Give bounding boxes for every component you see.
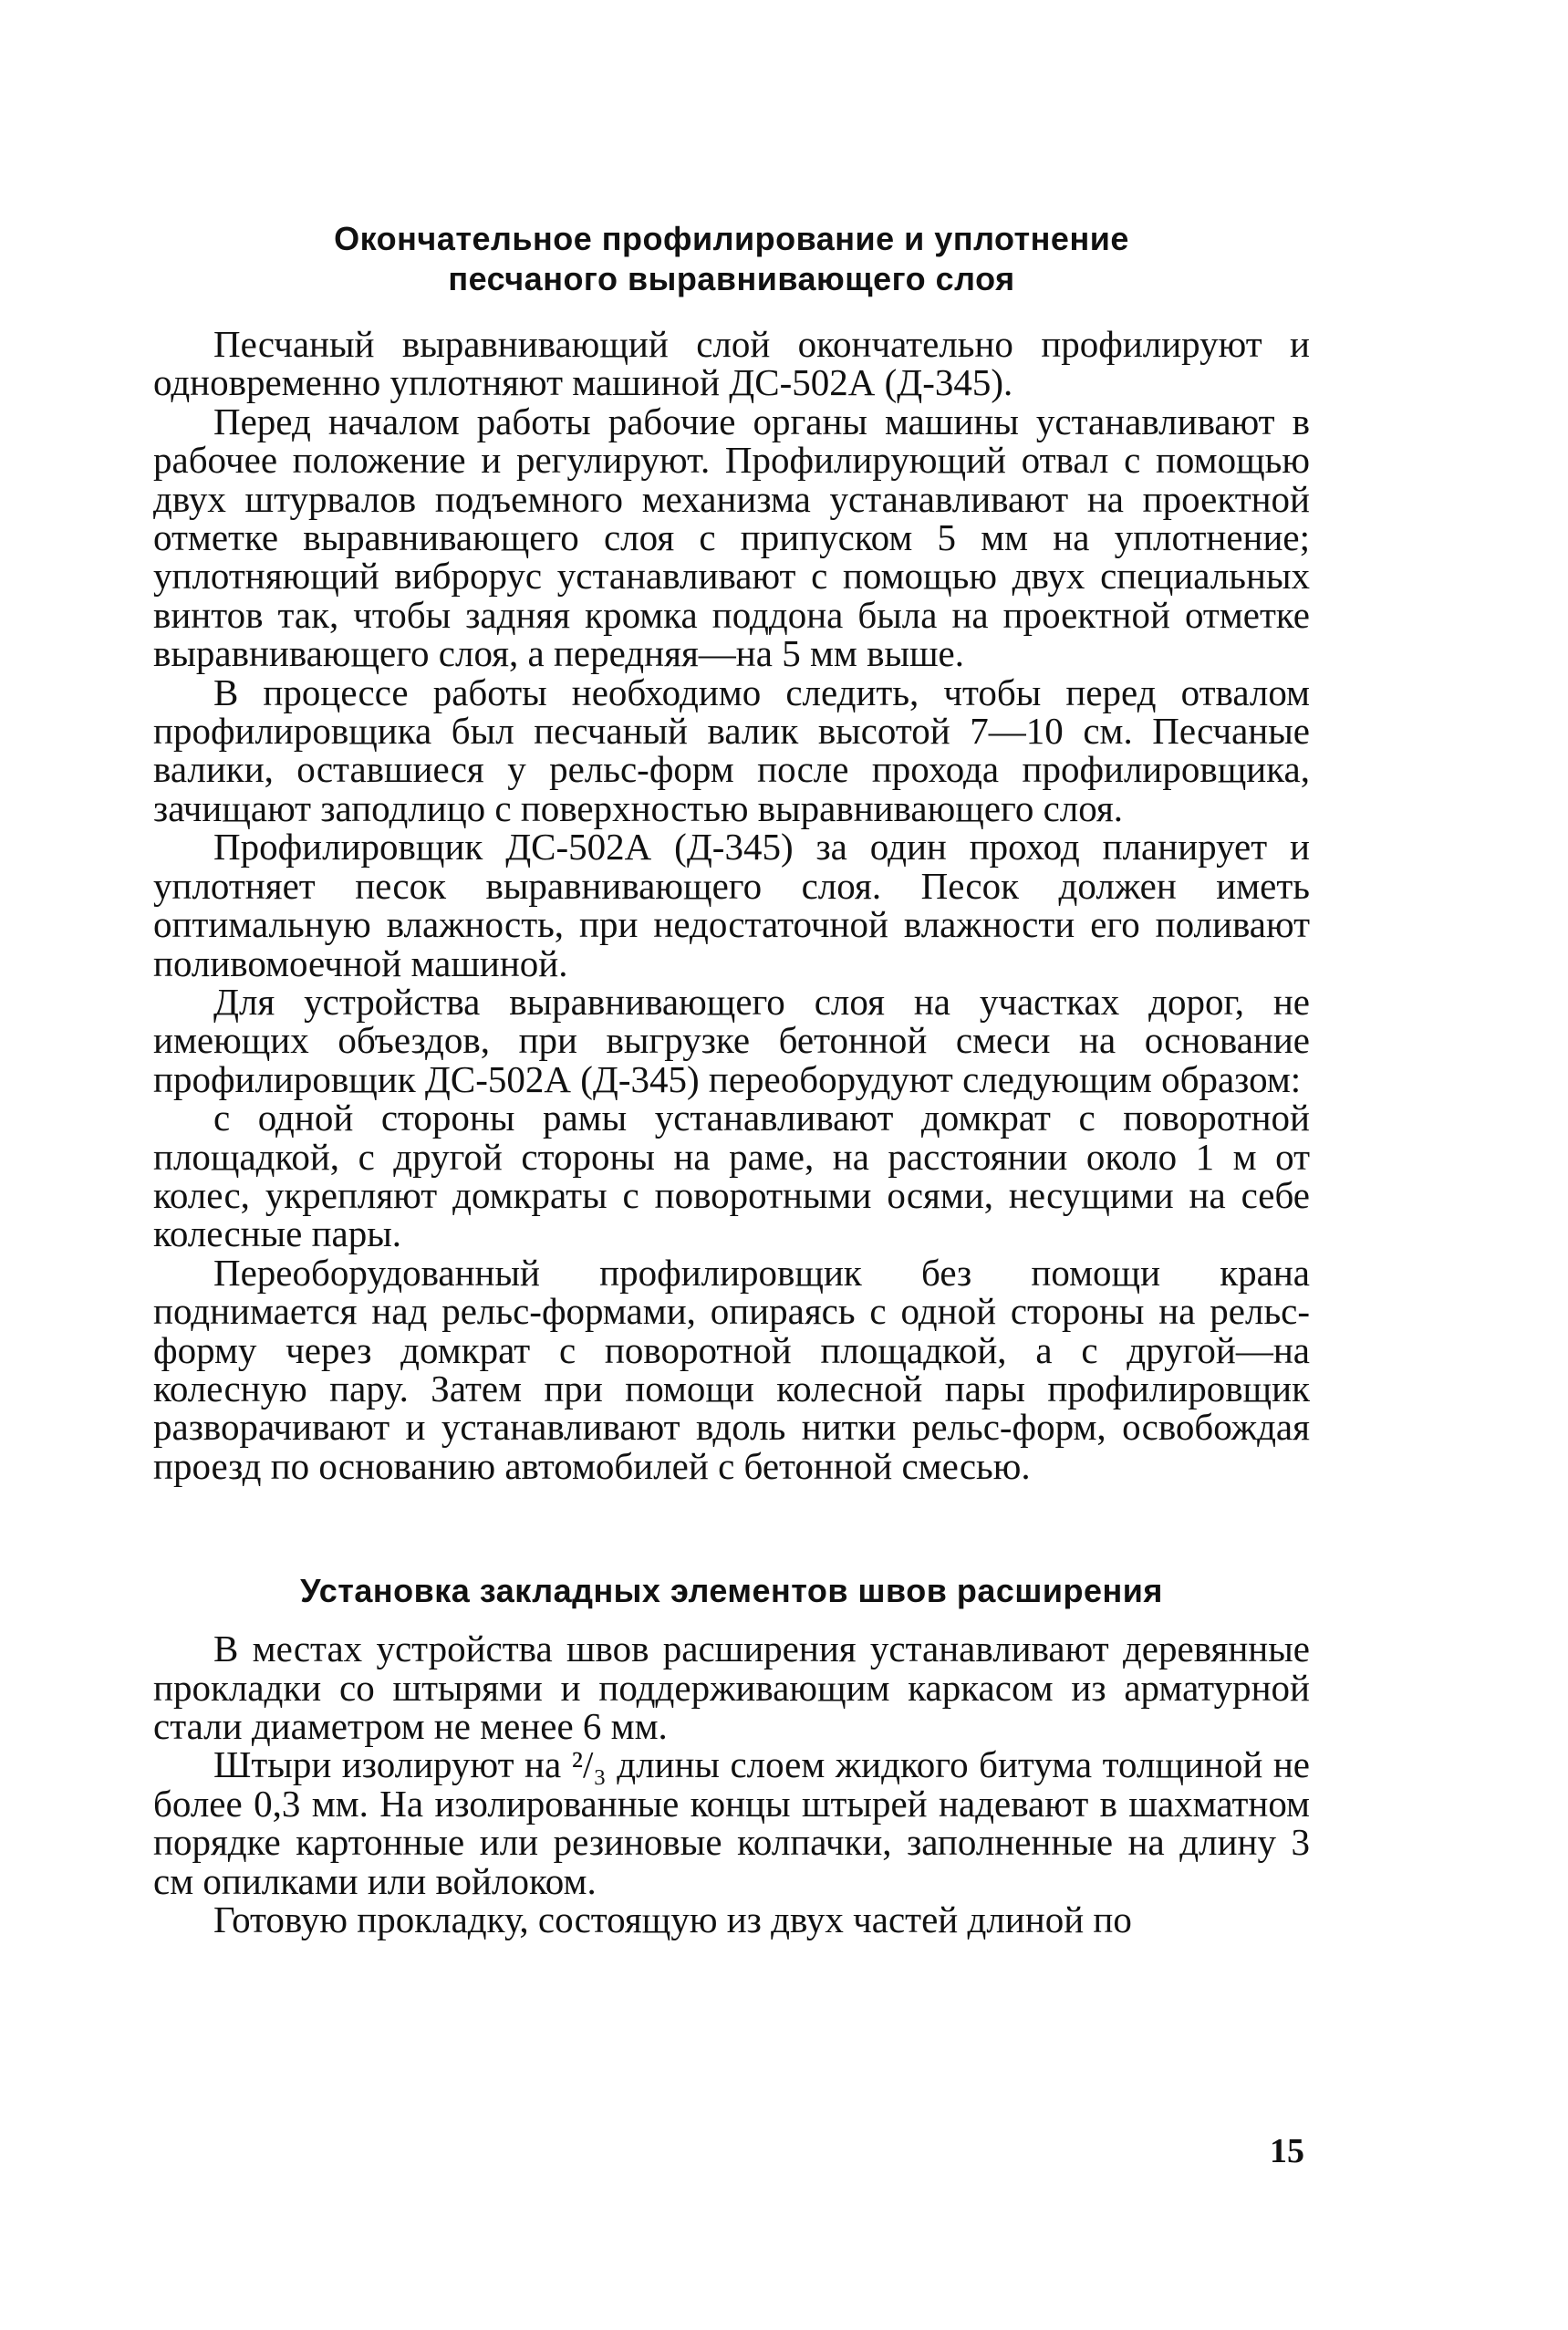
paragraph: Песчаный выравнивающий слой окончательно профилируют и одновременно уплотняют машиной ДС-502А (Д-345).	[153, 323, 1310, 404]
section-heading-expansion-joints: Установка закладных элементов швов расширения	[300, 1572, 1163, 1610]
paragraph: Для устройства выравнивающего слоя на участках дорог, не имеющих объездов, при выгрузке бетонной смеси на основание профилировщик ДС-502А (Д-345) переоборудуют следующим образом:	[153, 980, 1310, 1100]
paragraph: Профилировщик ДС-502А (Д-345) за один проход планирует и уплотняет песок выравнивающего слоя. Песок должен иметь оптимальную влажность, при недостаточной влажности его поливают поливомоечной машиной.	[153, 826, 1310, 984]
section-heading-profiling	[153, 219, 1310, 299]
paragraph: Перед началом работы рабочие органы машины устанавливают в рабочее положение и регулируют. Профилирующий отвал с помощью двух штурвалов подъемного механизма устанавливают на проектной отметке выравнивающего слоя с припуском 5 мм на уплотнение; уплотняющий виброрус устанавливают с помощью двух специальных винтов так, чтобы задняя кромка поддона была на проектной отметке выравнивающего слоя, а передняя—на 5 мм выше.	[153, 400, 1310, 675]
paragraph: В местах устройства швов расширения устанавливают деревянные прокладки со штырями и поддерживающим каркасом из арматурной стали диаметром не менее 6 мм.	[153, 1628, 1310, 1747]
paragraph: В процессе работы необходимо следить, чтобы перед отвалом профилировщика был песчаный валик высотой 7—10 см. Песчаные валики, оставшиеся у рельс-форм после прохода профилировщика, зачищают заподлицо с поверхностью выравнивающего слоя.	[153, 671, 1310, 829]
paragraph: Готовую прокладку, состоящую из двух частей длиной по	[213, 1898, 1132, 1941]
paragraph: с одной стороны рамы устанавливают домкрат с поворотной площадкой, с другой стороны на раме, на расстоянии около 1 м от колес, укрепляют домкраты с поворотными осями, несущими на себе колесные пары.	[153, 1097, 1310, 1255]
paragraph: Переоборудованный профилировщик без помощи крана поднимается над рельс-формами, опираясь с одной стороны на рельс-форму через домкрат с поворотной площадкой, а с другой—на колесную пару. Затем при помощи колесной пары профилировщик разворачивают и устанавливают вдоль нитки рельс-форм, освобождая проезд по основанию автомобилей с бетонной смесью.	[153, 1251, 1310, 1487]
heading-line-1: Окончательное профилирование и уплотнение	[334, 220, 1129, 257]
page-number: 15	[1270, 2132, 1304, 2170]
heading-line-2: песчаного выравнивающего слоя	[448, 260, 1015, 297]
page-body	[153, 219, 1310, 1939]
paragraph: Штыри изолируют на ²/₃ длины слоем жидкого битума толщиной не более 0,3 мм. На изолированные концы штырей надевают в шахматном порядке картонные или резиновые колпачки, заполненные на длину 3 см опилками или войлоком.	[153, 1743, 1310, 1902]
